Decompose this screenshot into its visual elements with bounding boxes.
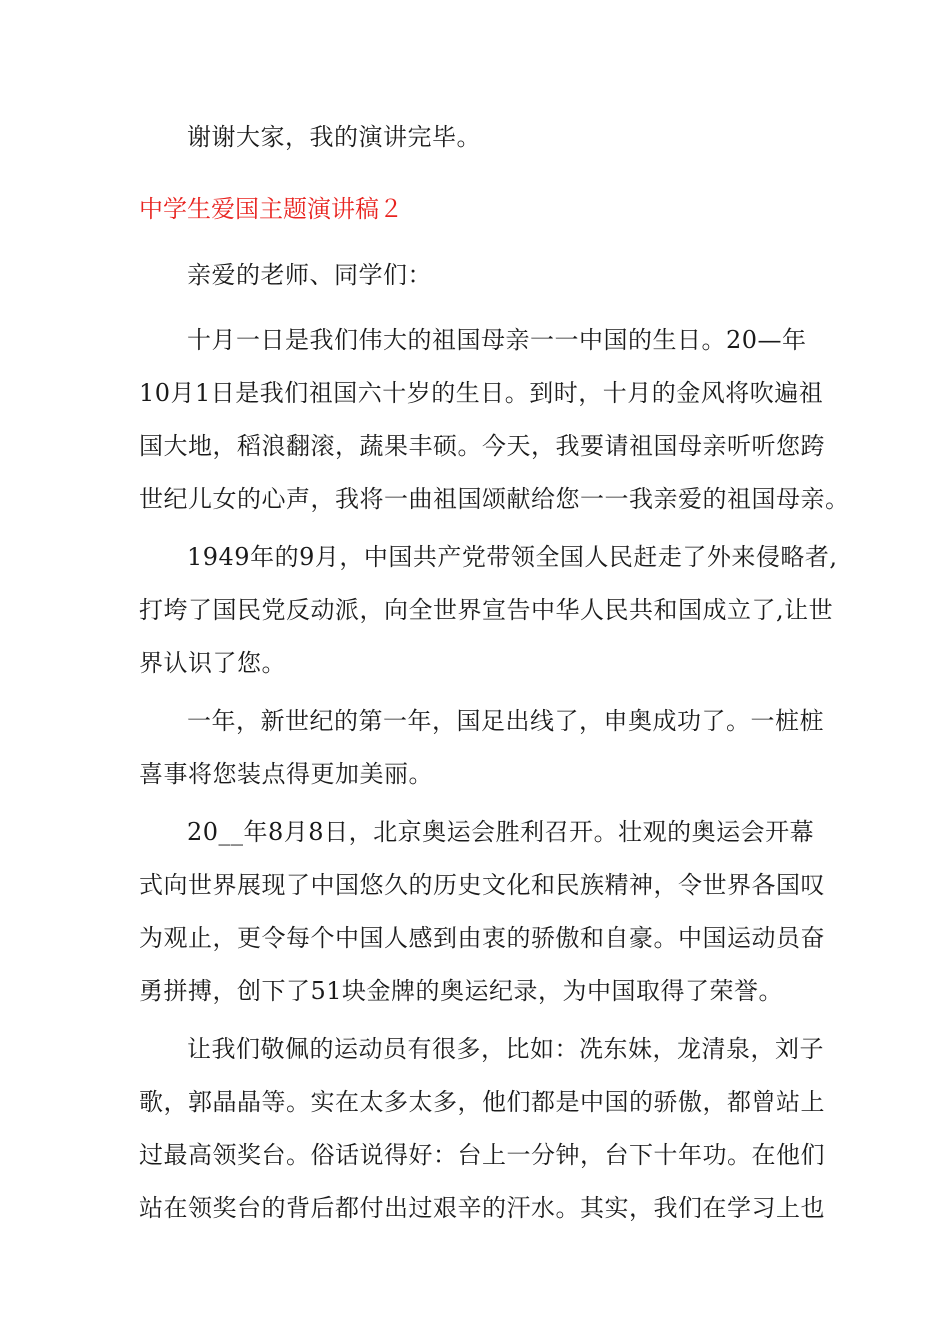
paragraph-line: 歌，郭晶晶等。实在太多太多，他们都是中国的骄傲，都曾站上 — [139, 1088, 825, 1116]
paragraph-line: 为观止，更令每个中国人感到由衷的骄傲和自豪。中国运动员奋 — [139, 924, 825, 952]
paragraph-line: 国大地，稻浪翻滚，蔬果丰硕。今天，我要请祖国母亲听听您跨 — [139, 432, 825, 460]
paragraph-line: 一年，新世纪的第一年，国足出线了，申奥成功了。一桩桩 — [187, 707, 824, 735]
paragraph-line: 世纪儿女的心声，我将一曲祖国颂献给您一一我亲爱的祖国母亲。 — [139, 485, 850, 513]
paragraph-line: 打垮了国民党反动派，向全世界宣告中华人民共和国成立了,让世 — [139, 596, 834, 624]
paragraph-line: 20__年8月8日，北京奥运会胜利召开。壮观的奥运会开幕 — [187, 818, 815, 846]
paragraph-line: 过最高领奖台。俗话说得好：台上一分钟，台下十年功。在他们 — [139, 1141, 825, 1169]
closing-line: 谢谢大家，我的演讲完毕。 — [187, 123, 481, 151]
paragraph-line: 站在领奖台的背后都付出过艰辛的汗水。其实，我们在学习上也 — [139, 1194, 825, 1222]
paragraph-line: 10月1日是我们祖国六十岁的生日。到时，十月的金风将吹遍祖 — [139, 379, 824, 407]
paragraph-line: 勇拼搏，创下了51块金牌的奥运纪录，为中国取得了荣誉。 — [139, 977, 784, 1005]
paragraph-line: 界认识了您。 — [139, 649, 286, 677]
paragraph-line: 十月一日是我们伟大的祖国母亲一一中国的生日。20—年 — [187, 326, 807, 354]
paragraph-line: 式向世界展现了中国悠久的历史文化和民族精神，令世界各国叹 — [139, 871, 825, 899]
paragraph-line: 1949年的9月，中国共产党带领全国人民赶走了外来侵略者, — [187, 543, 838, 571]
paragraph-line: 让我们敬佩的运动员有很多，比如：冼东妹，龙清泉，刘子 — [187, 1035, 824, 1063]
greeting-line: 亲爱的老师、同学们： — [187, 261, 432, 289]
section-heading: 中学生爱国主题演讲稿２ — [139, 195, 403, 223]
paragraph-line: 喜事将您装点得更加美丽。 — [139, 760, 433, 788]
